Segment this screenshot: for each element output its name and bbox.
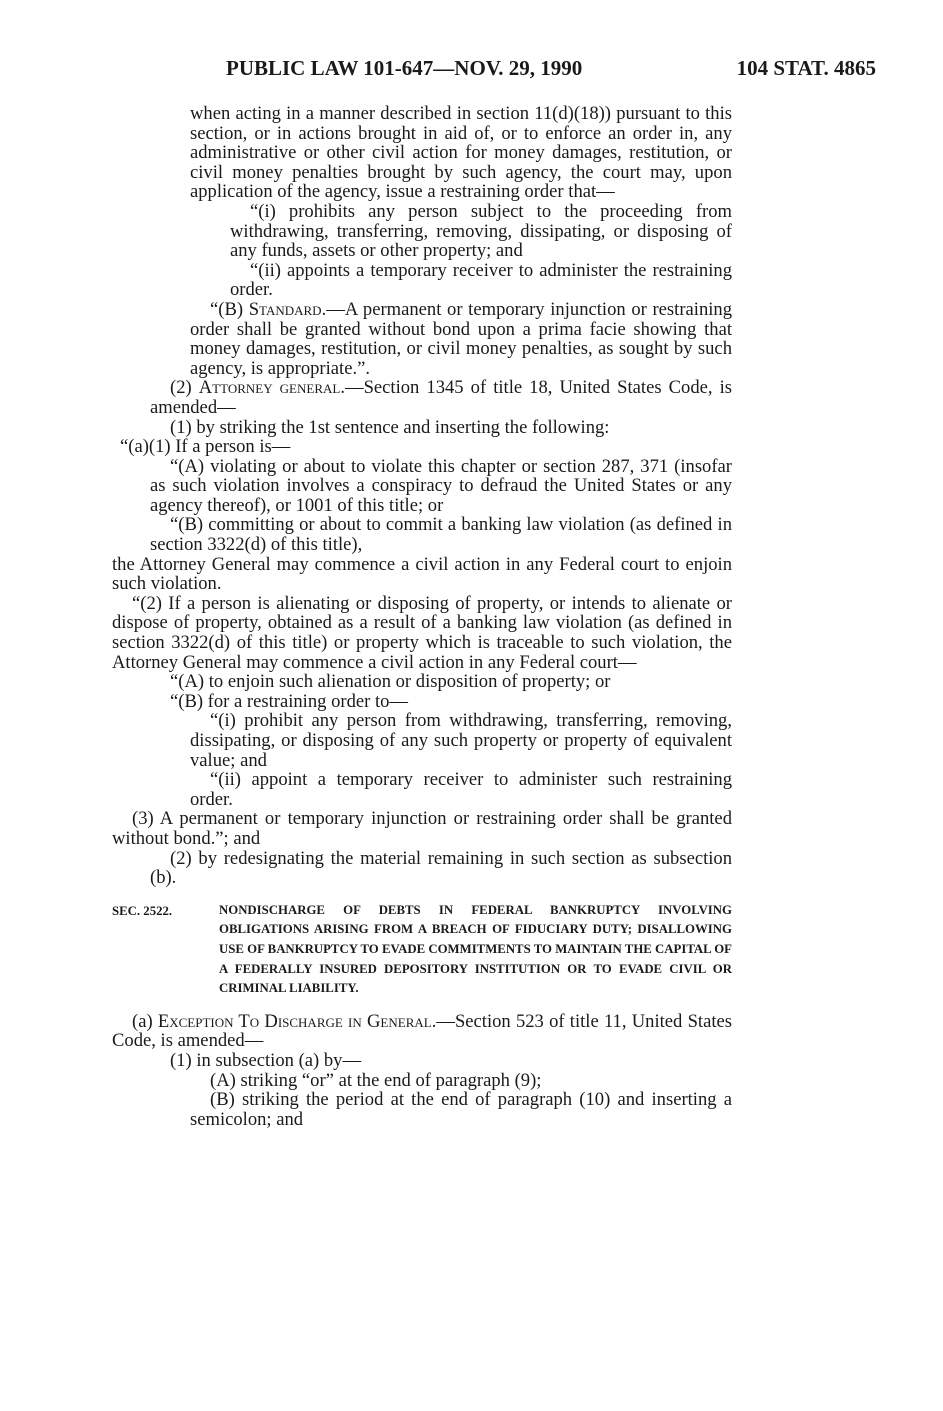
paragraph: when acting in a manner described in section 11(d)(18)) pursuant to this section, or in actions brought in aid of, or to enforce an order in, any administrative or other civil action for money damages, restitution, or civil money penalties brought by such agency, the court may, upon application of the agency, issue a restraining order that— [190,103,732,203]
paragraph: (3) A permanent or temporary injunction or restraining order shall be granted without bond.”; and [112,808,732,849]
paragraph: “(ii) appoints a temporary receiver to administer the restraining order. [230,259,732,301]
page-title: PUBLIC LAW 101-647—NOV. 29, 1990 [226,56,583,80]
document-body [112,104,732,1129]
paragraph: (B) striking the period at the end of paragraph (10) and inserting a semicolon; and [190,1089,732,1130]
paragraph: (2) by redesignating the material remaining in such section as subsection (b). [150,847,732,889]
paragraph: (1) by striking the 1st sentence and inserting the following: [170,416,610,438]
section-heading [112,901,732,999]
paragraph-text: —A permanent or temporary injunction or restraining order shall be granted without bond upon a prima facie showing that money damages, restitution, or civil money penalties, as sought by such agency, is appropriate.”. [190,298,732,379]
subheading-number: (a) [132,1010,158,1032]
paragraph: the Attorney General may commence a civil action in any Federal court to enjoin such violation. [112,553,732,595]
section-title: NONDISCHARGE OF DEBTS IN FEDERAL BANKRUPTCY INVOLVING OBLIGATIONS ARISING FROM A BREACH OF FIDUCIARY DUTY; DISALLOWING USE OF BANKRUPTCY TO EVADE COMMITMENTS TO MAINTAIN THE CAPITAL OF A FEDERALLY INSURED DEPOSITORY INSTITUTION OR TO EVADE CIVIL OR CRIMINAL LIABILITY. [219,902,732,996]
subheading-number: (2) [170,377,199,399]
page-number: 104 STAT. 4865 [736,56,876,80]
subheading-exception: Exception To Discharge in General. [157,1010,437,1032]
paragraph-attorney-general [150,378,732,417]
subheading-standard: Standard. [248,298,327,320]
paragraph: “(A) to enjoin such alienation or disposition of property; or [170,671,611,693]
paragraph: “(A) violating or about to violate this chapter or section 287, 371 (insofar as such violation involves a conspiracy to defraud the United States or any agency thereof), or 1001 of this title; or [150,455,732,516]
paragraph: “(ii) appoint a temporary receiver to administer such restraining order. [190,769,732,810]
paragraph-exception [112,1012,732,1051]
paragraph-standard [190,300,732,378]
section-number: SEC. 2522. [112,903,173,918]
paragraph: “(2) If a person is alienating or disposing of property, or intends to alienate or dispose of property, obtained as a result of a banking law violation (as defined in section 3322(d) of this title) or property which is traceable to such violation, the Attorney General may commence a civil action in any Federal court— [112,592,732,673]
paragraph: (A) striking “or” at the end of paragraph (9); [210,1069,542,1091]
running-header [226,56,876,86]
paragraph: “(a)(1) If a person is— [120,436,291,458]
paragraph-text: —Section 1345 of title 18, United States Code, is amended— [150,377,732,418]
subheading-number: “(B) [210,298,249,320]
paragraph: “(B) for a restraining order to— [170,690,409,712]
paragraph: “(i) prohibit any person from withdrawing, transferring, removing, dissipating, or disposing of any such property or property of equivalent value; and [190,710,732,771]
paragraph: “(B) committing or about to commit a banking law violation (as defined in section 3322(d) of this title), [150,514,732,556]
subheading-attorney-general: Attorney general. [198,377,345,399]
paragraph: “(i) prohibits any person subject to the proceeding from withdrawing, transferring, removing, dissipating, or disposing of any funds, assets or other property; and [230,200,732,262]
paragraph: (1) in subsection (a) by— [170,1049,362,1071]
paragraph-text: —Section 523 of title 11, United States Code, is amended— [112,1010,732,1052]
